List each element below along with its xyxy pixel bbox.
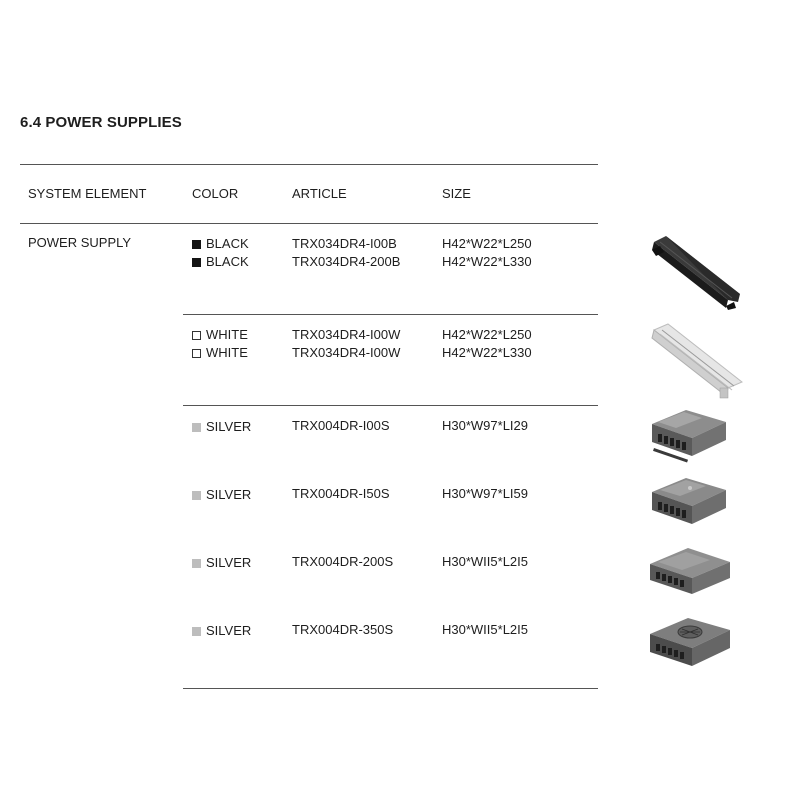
article-cell: TRX004DR-I50S <box>292 486 390 501</box>
silver-swatch <box>192 627 201 636</box>
table-bottom-rule <box>183 688 598 689</box>
black-track-driver-image <box>640 228 750 310</box>
size-cell: H30*WII5*L2I5 <box>442 622 528 637</box>
article-cell: TRX004DR-200S <box>292 554 394 569</box>
silver-psu-fan-image <box>644 610 734 676</box>
size-cell: H30*W97*LI59 <box>442 486 528 501</box>
article-cell: TRX034DR4-I00W <box>292 345 401 360</box>
silver-swatch <box>192 423 201 432</box>
header-top-rule <box>20 164 598 165</box>
silver-psu-large-image <box>644 542 734 606</box>
article-cell: TRX004DR-350S <box>292 622 394 637</box>
group-divider <box>183 405 598 406</box>
header-article: ARTICLE <box>292 186 347 201</box>
size-cell: H42*W22*L330 <box>442 254 532 269</box>
size-cell: H30*W97*LI29 <box>442 418 528 433</box>
color-cell: SILVER <box>192 418 251 436</box>
color-cell: WHITE <box>192 344 248 362</box>
header-system-element: SYSTEM ELEMENT <box>28 186 147 201</box>
color-cell: WHITE <box>192 326 248 344</box>
group-divider <box>183 314 598 315</box>
system-element-label: POWER SUPPLY <box>28 235 132 250</box>
silver-psu-medium-image <box>646 472 732 534</box>
black-swatch <box>192 258 201 267</box>
color-cell: BLACK <box>192 253 249 271</box>
white-track-driver-image <box>640 318 750 400</box>
size-cell: H42*W22*L250 <box>442 327 532 342</box>
color-cell: SILVER <box>192 486 251 504</box>
size-cell: H30*WII5*L2I5 <box>442 554 528 569</box>
article-cell: TRX034DR4-I00B <box>292 236 397 251</box>
black-swatch <box>192 240 201 249</box>
silver-swatch <box>192 491 201 500</box>
article-cell: TRX004DR-I00S <box>292 418 390 433</box>
size-cell: H42*W22*L330 <box>442 345 532 360</box>
header-bottom-rule <box>20 223 598 224</box>
color-cell: SILVER <box>192 554 251 572</box>
white-swatch <box>192 331 201 340</box>
header-size: SIZE <box>442 186 471 201</box>
silver-swatch <box>192 559 201 568</box>
article-cell: TRX034DR4-200B <box>292 254 401 269</box>
size-cell: H42*W22*L250 <box>442 236 532 251</box>
color-cell: SILVER <box>192 622 251 640</box>
silver-psu-small-image <box>646 404 732 466</box>
section-title: 6.4 POWER SUPPLIES <box>20 114 182 131</box>
color-cell: BLACK <box>192 235 249 253</box>
article-cell: TRX034DR4-I00W <box>292 327 401 342</box>
header-color: COLOR <box>192 186 239 201</box>
white-swatch <box>192 349 201 358</box>
